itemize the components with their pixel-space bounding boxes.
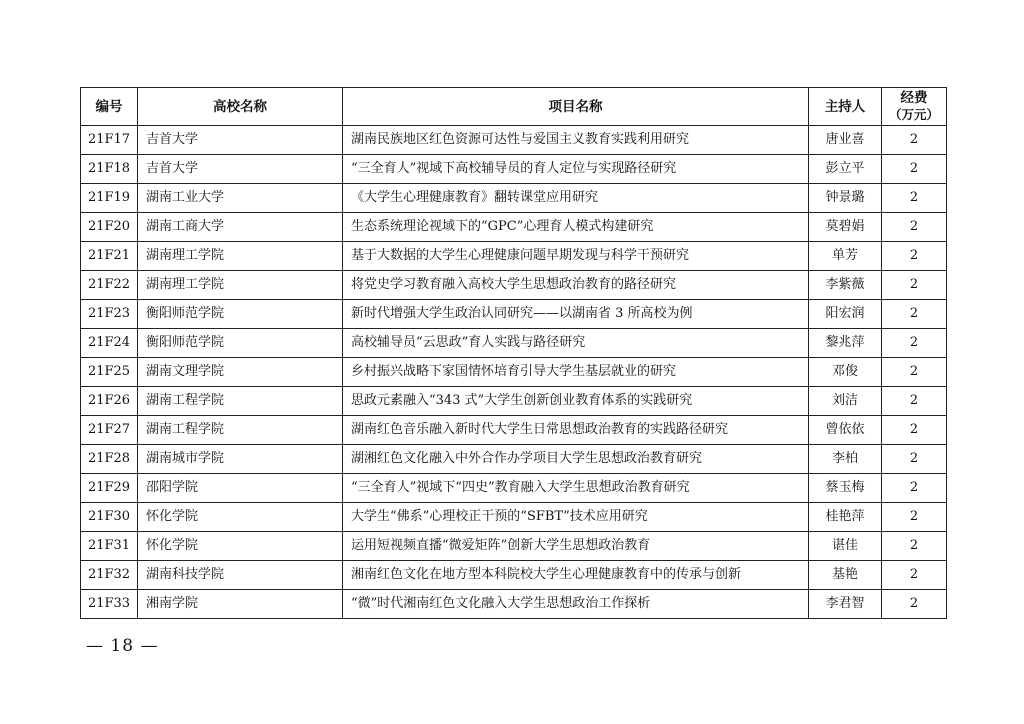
table-row xyxy=(81,474,947,503)
cell-project: 生态系统理论视域下的“GPC”心理育人模式构建研究 xyxy=(343,213,809,242)
table-row xyxy=(81,445,947,474)
cell-id: 21F29 xyxy=(81,474,138,503)
header-school: 高校名称 xyxy=(138,88,343,126)
cell-school: 湘南学院 xyxy=(138,590,343,619)
cell-funding: 2 xyxy=(882,590,947,619)
cell-host: 谌佳 xyxy=(809,532,882,561)
cell-project: 将党史学习教育融入高校大学生思想政治教育的路径研究 xyxy=(343,271,809,300)
cell-project: 《大学生心理健康教育》翻转课堂应用研究 xyxy=(343,184,809,213)
cell-id: 21F27 xyxy=(81,416,138,445)
cell-school: 怀化学院 xyxy=(138,503,343,532)
cell-funding: 2 xyxy=(882,155,947,184)
cell-host: 李君智 xyxy=(809,590,882,619)
cell-host: 刘洁 xyxy=(809,387,882,416)
cell-id: 21F24 xyxy=(81,329,138,358)
cell-project: 思政元素融入“343 式”大学生创新创业教育体系的实践研究 xyxy=(343,387,809,416)
cell-host: 唐业喜 xyxy=(809,126,882,155)
cell-id: 21F23 xyxy=(81,300,138,329)
cell-funding: 2 xyxy=(882,126,947,155)
cell-host: 单芳 xyxy=(809,242,882,271)
cell-funding: 2 xyxy=(882,474,947,503)
cell-school: 湖南文理学院 xyxy=(138,358,343,387)
cell-school: 吉首大学 xyxy=(138,155,343,184)
project-table xyxy=(80,87,947,619)
cell-id: 21F25 xyxy=(81,358,138,387)
cell-project: 乡村振兴战略下家国情怀培育引导大学生基层就业的研究 xyxy=(343,358,809,387)
cell-school: 湖南工程学院 xyxy=(138,387,343,416)
table-row xyxy=(81,358,947,387)
cell-id: 21F18 xyxy=(81,155,138,184)
cell-host: 钟景璐 xyxy=(809,184,882,213)
cell-school: 湖南城市学院 xyxy=(138,445,343,474)
table-row xyxy=(81,416,947,445)
cell-id: 21F30 xyxy=(81,503,138,532)
cell-id: 21F19 xyxy=(81,184,138,213)
cell-project: 新时代增强大学生政治认同研究——以湖南省 3 所高校为例 xyxy=(343,300,809,329)
cell-funding: 2 xyxy=(882,329,947,358)
cell-id: 21F31 xyxy=(81,532,138,561)
cell-project: 基于大数据的大学生心理健康问题早期发现与科学干预研究 xyxy=(343,242,809,271)
table-row xyxy=(81,213,947,242)
header-id: 编号 xyxy=(81,88,138,126)
cell-id: 21F32 xyxy=(81,561,138,590)
cell-project: 湘南红色文化在地方型本科院校大学生心理健康教育中的传承与创新 xyxy=(343,561,809,590)
table-row xyxy=(81,329,947,358)
cell-id: 21F28 xyxy=(81,445,138,474)
cell-project: “三全育人”视域下高校辅导员的育人定位与实现路径研究 xyxy=(343,155,809,184)
cell-project: 湖湘红色文化融入中外合作办学项目大学生思想政治教育研究 xyxy=(343,445,809,474)
cell-funding: 2 xyxy=(882,503,947,532)
cell-school: 湖南理工学院 xyxy=(138,271,343,300)
cell-host: 桂艳萍 xyxy=(809,503,882,532)
cell-host: 黎兆萍 xyxy=(809,329,882,358)
cell-project: 大学生“佛系”心理校正干预的“SFBT”技术应用研究 xyxy=(343,503,809,532)
cell-school: 湖南科技学院 xyxy=(138,561,343,590)
cell-funding: 2 xyxy=(882,387,947,416)
cell-funding: 2 xyxy=(882,184,947,213)
table-row xyxy=(81,242,947,271)
table-row xyxy=(81,532,947,561)
cell-host: 莫碧娟 xyxy=(809,213,882,242)
cell-project: 湖南红色音乐融入新时代大学生日常思想政治教育的实践路径研究 xyxy=(343,416,809,445)
table-row xyxy=(81,271,947,300)
header-host: 主持人 xyxy=(809,88,882,126)
cell-host: 李紫薇 xyxy=(809,271,882,300)
table-row xyxy=(81,561,947,590)
header-funding-line2: （万元） xyxy=(888,107,939,122)
cell-project: “微”时代湘南红色文化融入大学生思想政治工作探析 xyxy=(343,590,809,619)
table-body xyxy=(81,126,947,619)
table-row xyxy=(81,126,947,155)
cell-school: 怀化学院 xyxy=(138,532,343,561)
table-row xyxy=(81,387,947,416)
cell-project: “三全育人”视域下“四史”教育融入大学生思想政治教育研究 xyxy=(343,474,809,503)
cell-id: 21F22 xyxy=(81,271,138,300)
cell-project: 湖南民族地区红色资源可达性与爱国主义教育实践利用研究 xyxy=(343,126,809,155)
cell-funding: 2 xyxy=(882,213,947,242)
header-row xyxy=(81,88,947,126)
header-project: 项目名称 xyxy=(343,88,809,126)
cell-host: 曾依依 xyxy=(809,416,882,445)
cell-id: 21F17 xyxy=(81,126,138,155)
table-header xyxy=(81,88,947,126)
cell-school: 湖南工程学院 xyxy=(138,416,343,445)
cell-host: 蔡玉梅 xyxy=(809,474,882,503)
page-number: — 18 — xyxy=(86,636,159,656)
cell-host: 阳宏润 xyxy=(809,300,882,329)
cell-funding: 2 xyxy=(882,242,947,271)
cell-school: 湖南工业大学 xyxy=(138,184,343,213)
cell-id: 21F20 xyxy=(81,213,138,242)
cell-host: 基艳 xyxy=(809,561,882,590)
cell-school: 湖南理工学院 xyxy=(138,242,343,271)
cell-funding: 2 xyxy=(882,271,947,300)
table-row xyxy=(81,590,947,619)
cell-project: 高校辅导员“云思政”育人实践与路径研究 xyxy=(343,329,809,358)
cell-funding: 2 xyxy=(882,416,947,445)
cell-funding: 2 xyxy=(882,561,947,590)
header-funding xyxy=(882,88,947,126)
cell-host: 李柏 xyxy=(809,445,882,474)
cell-funding: 2 xyxy=(882,300,947,329)
cell-host: 彭立平 xyxy=(809,155,882,184)
cell-school: 邵阳学院 xyxy=(138,474,343,503)
table-row xyxy=(81,155,947,184)
cell-funding: 2 xyxy=(882,532,947,561)
cell-funding: 2 xyxy=(882,358,947,387)
cell-host: 邓俊 xyxy=(809,358,882,387)
cell-school: 衡阳师范学院 xyxy=(138,300,343,329)
header-funding-line1: 经费 xyxy=(900,90,928,106)
table-row xyxy=(81,300,947,329)
cell-school: 衡阳师范学院 xyxy=(138,329,343,358)
cell-project: 运用短视频直播“微爱矩阵”创新大学生思想政治教育 xyxy=(343,532,809,561)
cell-id: 21F33 xyxy=(81,590,138,619)
cell-school: 湖南工商大学 xyxy=(138,213,343,242)
table-row xyxy=(81,503,947,532)
cell-id: 21F26 xyxy=(81,387,138,416)
cell-id: 21F21 xyxy=(81,242,138,271)
cell-funding: 2 xyxy=(882,445,947,474)
cell-school: 吉首大学 xyxy=(138,126,343,155)
table-row xyxy=(81,184,947,213)
